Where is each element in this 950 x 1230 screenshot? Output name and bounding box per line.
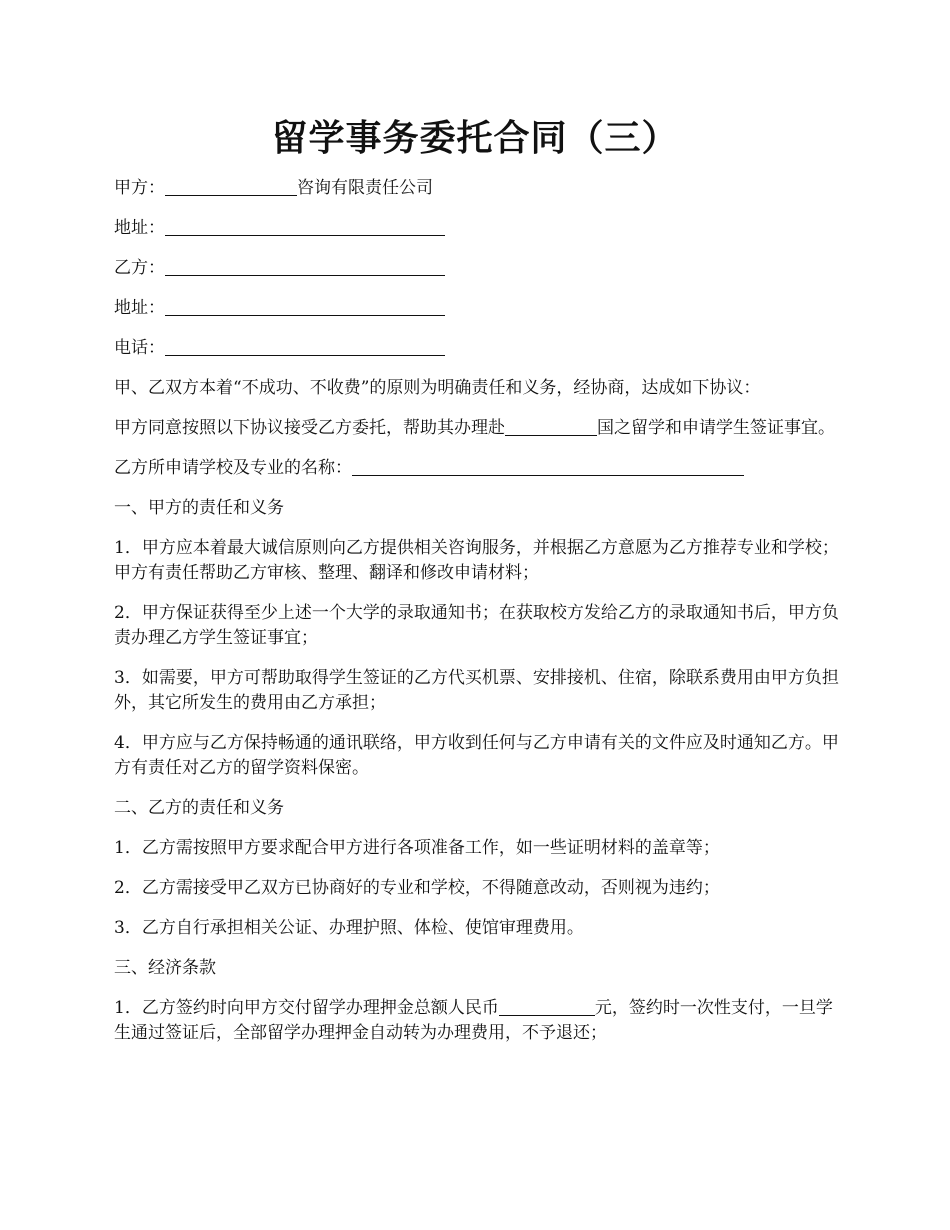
section-heading: 二、乙方的责任和义务: [114, 798, 284, 818]
party-b-name-blank: [165, 257, 445, 276]
phone-line: [114, 336, 844, 361]
party-b-line: [114, 256, 844, 281]
school-line: [114, 456, 844, 481]
clause-paragraph: 1．甲方应本着最大诚信原则向乙方提供相关咨询服务，并根据乙方意愿为乙方推荐专业和学校；甲方有责任帮助乙方审核、整理、翻译和修改申请材料；: [114, 538, 839, 583]
address-label: 地址：: [114, 218, 165, 238]
party-a-label: 甲方：: [114, 178, 165, 198]
deposit-amount-blank: [499, 997, 595, 1016]
party-a-line: [114, 176, 844, 201]
phone-blank: [165, 337, 445, 356]
agreement-suffix: 国之留学和申请学生签证事宜。: [597, 418, 835, 438]
section-heading: 一、甲方的责任和义务: [114, 498, 284, 518]
clause-paragraph: 3．乙方自行承担相关公证、办理护照、体检、使馆审理费用。: [114, 918, 584, 938]
clause-paragraph: 3．如需要，甲方可帮助取得学生签证的乙方代买机票、安排接机、住宿，除联系费用由甲方负担外，其它所发生的费用由乙方承担；: [114, 668, 839, 713]
clause-paragraph: 2．甲方保证获得至少上述一个大学的录取通知书；在获取校方发给乙方的录取通知书后，甲方负责办理乙方学生签证事宜；: [114, 603, 839, 648]
party-a-address-line: [114, 216, 844, 241]
clause-paragraph: 4．甲方应与乙方保持畅通的通讯联络，甲方收到任何与乙方申请有关的文件应及时通知乙方。甲方有责任对乙方的留学资料保密。: [114, 733, 839, 778]
preamble-paragraph: 甲、乙双方本着“不成功、不收费”的原则为明确责任和义务，经协商，达成如下协议：: [114, 378, 761, 398]
party-b-label: 乙方：: [114, 258, 165, 278]
school-blank: [352, 457, 744, 476]
country-blank: [505, 417, 597, 436]
agreement-paragraph: [114, 416, 844, 441]
deposit-prefix: 1．乙方签约时向甲方交付留学办理押金总额人民币: [114, 998, 499, 1018]
address-blank: [165, 297, 445, 316]
address-blank: [165, 217, 445, 236]
document-body: [114, 176, 844, 1061]
section-heading: 三、经济条款: [114, 958, 216, 978]
phone-label: 电话：: [114, 338, 165, 358]
clause-paragraph: 1．乙方需按照甲方要求配合甲方进行各项准备工作，如一些证明材料的盖章等；: [114, 838, 720, 858]
clause-paragraph: 2．乙方需接受甲乙双方已协商好的专业和学校，不得随意改动，否则视为违约；: [114, 878, 720, 898]
party-b-address-line: [114, 296, 844, 321]
address-label: 地址：: [114, 298, 165, 318]
party-a-suffix: 咨询有限责任公司: [297, 178, 433, 198]
school-label: 乙方所申请学校及专业的名称：: [114, 458, 352, 478]
deposit-suffix: 元，签约时一次性支付，一旦学生通过签证后，全部留学办理押金自动转为办理费用，不予退还；: [114, 998, 833, 1043]
agreement-prefix: 甲方同意按照以下协议接受乙方委托，帮助其办理赴: [114, 418, 505, 438]
document-title: 留学事务委托合同（三）: [271, 117, 679, 159]
clause-paragraph: [114, 996, 844, 1046]
party-a-name-blank: [165, 177, 297, 196]
